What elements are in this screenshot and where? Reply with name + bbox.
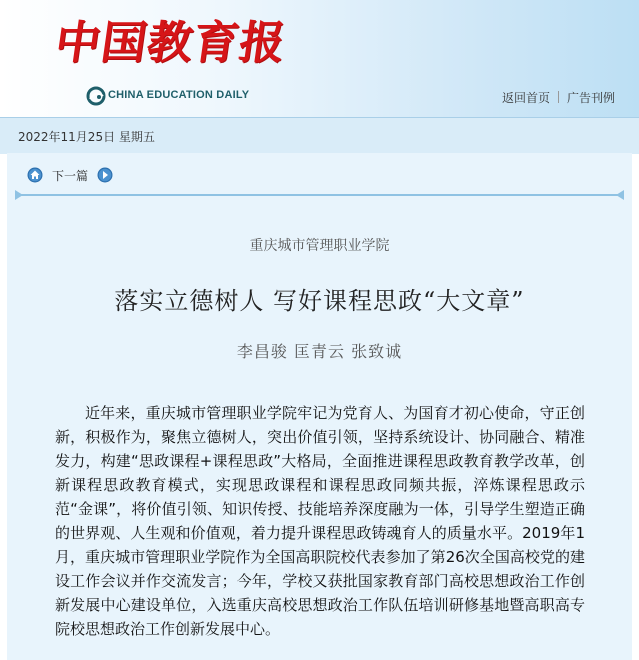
top-links (502, 89, 615, 106)
date-bar (0, 117, 639, 154)
masthead (0, 0, 639, 117)
home-link[interactable]: 返回首页 (501, 91, 550, 105)
section-divider (17, 194, 622, 196)
home-icon[interactable] (27, 167, 43, 183)
article-authors: 李昌骏 匡青云 张致诚 (236, 342, 403, 361)
issue-date: 2022年11月25日 星期五 (18, 130, 155, 144)
logo-swirl-icon (86, 86, 106, 106)
article-organization: 重庆城市管理职业学院 (249, 238, 390, 254)
newspaper-logo[interactable]: 中国教育报 (51, 16, 290, 69)
ad-rates-link[interactable]: 广告刊例 (566, 91, 615, 105)
logo-english-text: CHINA EDUCATION DAILY (108, 89, 250, 101)
article-panel (7, 153, 632, 660)
next-article-link[interactable]: 下一篇 (52, 169, 89, 183)
article-title: 落实立德树人 写好课程思政“大文章” (114, 287, 525, 315)
link-separator (558, 91, 559, 103)
article-paragraph: 近年来，重庆城市管理职业学院牢记为党育人、为国育才初心使命，守正创新，积极作为，聚焦立德树人，突出价值引领，坚持系统设计、协同融合、精准发力，构建“思政课程+课程思政”大格局，全面推进课程思政教育教学改革，创新课程思政教育模式，实现思政课程和课程思政同频共振，淬炼课程思政示范“金课”，将价值引领、知识传授、技能培养深度融为一体，引导学生塑造正确的世界观、人生观和价值观，着力提升课程思政铸魂育人的质量水平。2019年1月，重庆城市管理职业学院作为全国高职院校代表参加了第26次全国高校党的建设工作会议并作交流发言；今年，学校又获批国家教育部门高校思想政治工作创新发展中心建设单位，入选重庆高校思想政治工作队伍培训研修基地暨高职高专院校思想政治工作创新发展中心。 (55, 404, 585, 638)
next-arrow-icon[interactable] (97, 167, 113, 183)
